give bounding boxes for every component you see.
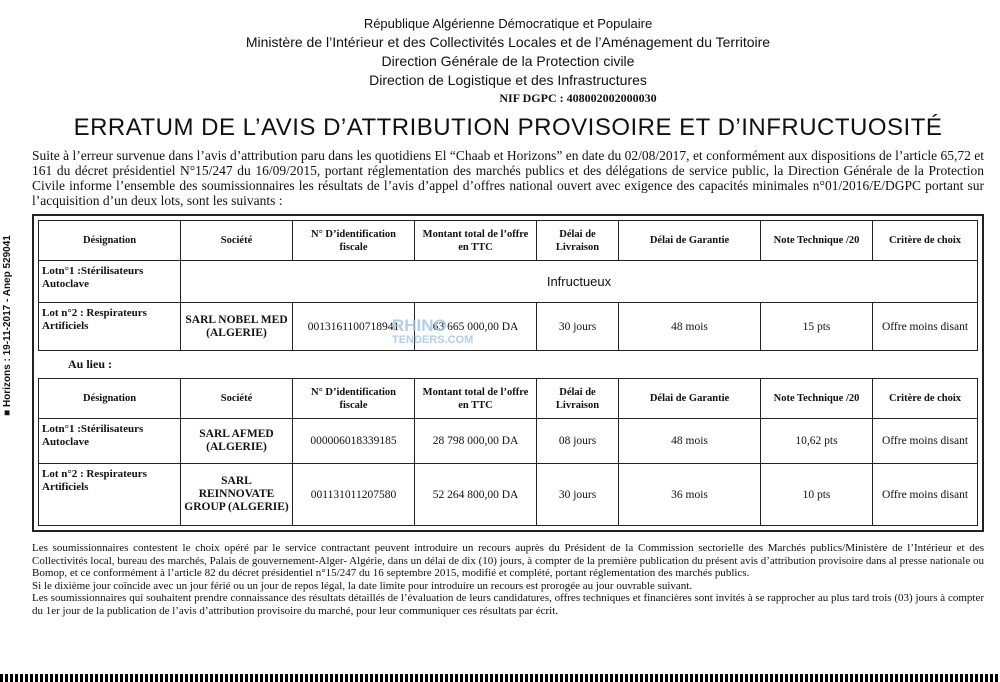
cell-designation: Lot n°2 : Respirateurs Artificiels <box>39 464 181 526</box>
col-nif: N° D’identification fiscale <box>293 379 415 419</box>
col-delai-livraison: Délai de Livraison <box>537 221 619 261</box>
cell-delai-garantie: 36 mois <box>619 464 761 526</box>
cell-delai-livraison: 30 jours <box>537 303 619 351</box>
document-page <box>32 0 984 617</box>
footer-notes <box>32 542 984 617</box>
cell-infructueux: Infructueux <box>181 261 978 303</box>
cell-societe: SARL NOBEL MED (ALGERIE) <box>181 303 293 351</box>
col-critere: Critère de choix <box>873 379 978 419</box>
watermark-line1: RHINO <box>392 316 447 335</box>
watermark-logo <box>392 318 473 348</box>
cell-societe: SARL REINNOVATE GROUP (ALGERIE) <box>181 464 293 526</box>
col-delai-livraison: Délai de Livraison <box>537 379 619 419</box>
cell-montant: 63 665 000,00 DA <box>415 303 537 351</box>
cell-note: 15 pts <box>761 303 873 351</box>
cell-nif: 001131011207580 <box>293 464 415 526</box>
col-societe: Société <box>181 221 293 261</box>
direction-general-line: Direction Générale de la Protection civile <box>381 53 635 69</box>
cell-critere: Offre moins disant <box>873 303 978 351</box>
header <box>32 0 984 106</box>
intro-paragraph: Suite à l’erreur survenue dans l’avis d’attribution paru dans les quotidiens El “Chaab et Horizons” en date du 02/08/2017, et conformément aux dispositions de l’article 65,72 et 161 du décret présidentiel N°15/247 du 16/09/2015, portant réglementation des marchés publics et des délégations de service public, la Direction Générale de la Protection Civile informe l’ensemble des soumissionnaires les résultats de l’avis d’appel d’offres national ouvert avec exigence des capacités minimales n°01/2016/E/DGPC portant sur l’acquisition d’un deux lots, sont les suivants : <box>32 148 984 208</box>
cell-delai-livraison: 08 jours <box>537 419 619 464</box>
bottom-border <box>0 674 1000 682</box>
col-designation: Désignation <box>39 379 181 419</box>
cell-delai-garantie: 48 mois <box>619 419 761 464</box>
col-delai-garantie: Délai de Garantie <box>619 379 761 419</box>
col-montant: Montant total de l’offre en TTC <box>415 379 537 419</box>
direction-logistics-line: Direction de Logistique et des Infrastructures <box>369 72 647 88</box>
cell-critere: Offre moins disant <box>873 464 978 526</box>
sidebar-publication-label <box>0 200 14 450</box>
ministry-line: Ministère de l’Intérieur et des Collectivités Locales et de l’Aménagement du Territoire <box>245 34 771 50</box>
publication-stamp: ■ Horizons : 19-11-2017 - Anep 529041 <box>1 234 13 416</box>
footer-paragraph-jour-ferie: Si le dixième jour coïncide avec un jour férié ou un jour de repos légal, la date limite pour introduire un recours est prorogée au jour ouvrable suivant. <box>32 579 693 592</box>
watermark-line2: TENDERS.COM <box>392 334 474 346</box>
col-montant: Montant total de l’offre en TTC <box>415 221 537 261</box>
original-results-table <box>38 378 978 526</box>
nif-line: NIF DGPC : 408002002000030 <box>499 91 657 105</box>
cell-note: 10,62 pts <box>761 419 873 464</box>
results-frame <box>32 214 984 532</box>
table-row <box>39 303 978 351</box>
cell-delai-livraison: 30 jours <box>537 464 619 526</box>
au-lieu-label: Au lieu : <box>68 357 113 371</box>
cell-designation: Lot n°2 : Respirateurs Artificiels <box>39 303 181 351</box>
col-societe: Société <box>181 379 293 419</box>
table-header-row <box>39 221 978 261</box>
col-note: Note Technique /20 <box>761 221 873 261</box>
col-designation: Désignation <box>39 221 181 261</box>
table-header-row <box>39 379 978 419</box>
cell-montant: 28 798 000,00 DA <box>415 419 537 464</box>
page-title: ERRATUM DE L’AVIS D’ATTRIBUTION PROVISOIRE ET D’INFRUCTUOSITÉ <box>73 114 943 141</box>
col-critere: Critère de choix <box>873 221 978 261</box>
cell-critere: Offre moins disant <box>873 419 978 464</box>
col-note: Note Technique /20 <box>761 379 873 419</box>
cell-delai-garantie: 48 mois <box>619 303 761 351</box>
cell-nif: 000006018339185 <box>293 419 415 464</box>
cell-note: 10 pts <box>761 464 873 526</box>
cell-montant: 52 264 800,00 DA <box>415 464 537 526</box>
cell-designation: Lotn°1 :Stérilisateurs Autoclave <box>39 419 181 464</box>
col-delai-garantie: Délai de Garantie <box>619 221 761 261</box>
footer-paragraph-recours: Les soumissionnaires contestent le choix opéré par le service contractant peuvent introduire un recours auprès du Président de la Commission sectorielle des Marchés publics/Ministère de l’Intérieur et des Collectivités local, bureau des marchés, Palais de gouvernement-Alger- Algérie, dans un délai de dix (10) jours, à compter de la première publication du présent avis d’attribution provisoire dans al presse nationale ou Bomop, et ce conformément à l’article 82 du décret présidentiel n°15/247 du 16 septembre 2015, modifié et complété, portant réglementation des marchés publics. <box>32 542 984 579</box>
table-row <box>39 261 978 303</box>
cell-societe: SARL AFMED (ALGERIE) <box>181 419 293 464</box>
table-row <box>39 419 978 464</box>
results-table <box>38 220 978 351</box>
footer-paragraph-resultats: Les soumissionnaires qui souhaitent prendre connaissance des résultats détaillés de l’évaluation de leurs candidatures, offres techniques et financières sont invités à se rapprocher au plus tard trois (03) jours à compter du 1er jour de la publication de l’avis d’attribution provisoire du marché, pour leur communiquer ces résultats par écrit. <box>32 592 984 617</box>
cell-nif: 0013161100718941 <box>293 303 415 351</box>
cell-designation: Lotn°1 :Stérilisateurs Autoclave <box>39 261 181 303</box>
republic-line: République Algérienne Démocratique et Populaire <box>363 16 653 31</box>
table-row <box>39 464 978 526</box>
col-nif: N° D’identification fiscale <box>293 221 415 261</box>
